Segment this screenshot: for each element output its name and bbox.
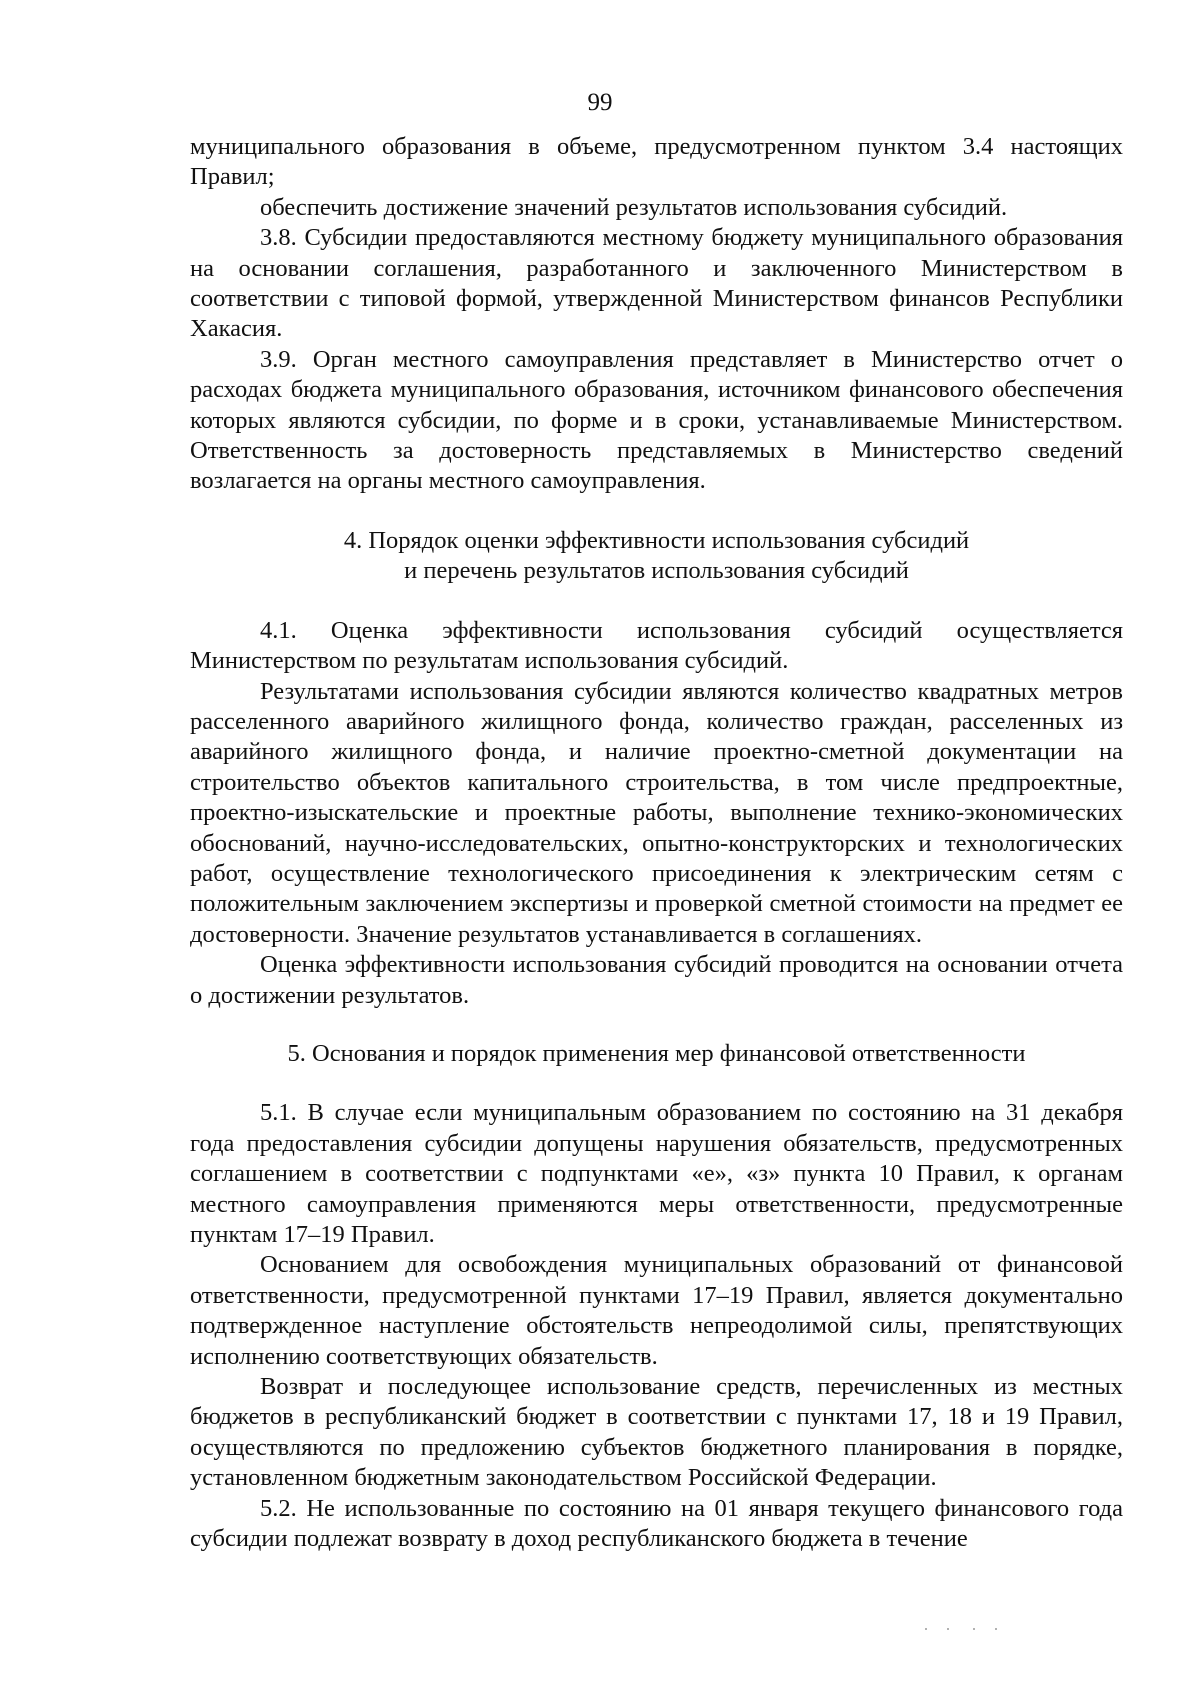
paragraph-4-1: 4.1. Оценка эффективности использования субсидий осуществляется Министерством по результатам использования субсидий.	[190, 616, 1123, 675]
paragraph-exemption: Основанием для освобождения муниципальных образований от финансовой ответственности, предусмотренной пунктами 17–19 Правил, является документально подтвержденное наступление обстоятельств непреодолимой силы, препятствующих исполнению соответствующих обязательств.	[190, 1251, 1123, 1370]
spacer	[190, 1069, 1123, 1098]
speck	[973, 1628, 975, 1630]
section-4-heading-line-2: и перечень результатов использования субсидий	[404, 557, 909, 585]
paragraph-5-1: 5.1. В случае если муниципальным образованием по состоянию на 31 декабря года предоставления субсидии допущены нарушения обязательств, предусмотренных соглашением в соответствии с подпунктами «е», «з» пункта 10 Правил, к органам местного самоуправления применяются меры ответственности, предусмотренные пунктам 17–19 Правил.	[190, 1099, 1123, 1248]
spacer	[190, 587, 1123, 616]
paragraph-3-9: 3.9. Орган местного самоуправления представляет в Министерство отчет о расходах бюджета муниципального образования, источником финансового обеспечения которых являются субсидии, по форме и в сроки, устанавливаемые Министерством. Ответственность за достоверность представляемых в Министерство сведений возлагается на органы местного самоуправления.	[190, 345, 1123, 495]
spacer	[190, 497, 1123, 526]
paragraph-results: Результатами использования субсидии являются количество квадратных метров расселенного аварийного жилищного фонда, количество граждан, расселенных из аварийного жилищного фонда, и наличие проектно-сметной документации на строительство объектов капитального строительства, в том числе предпроектные, проектно-изыскательские и проектные работы, выполнение технико-экономических обоснований, научно-исследовательских, опытно-конструкторских и технологических работ, осуществление технологического присоединения к электрическим сетям с положительным заключением экспертизы и проверкой сметной стоимости на предмет ее достоверности. Значение результатов устанавливается в соглашениях.	[190, 677, 1123, 948]
paragraph-refund: Возврат и последующее использование средств, перечисленных из местных бюджетов в республиканский бюджет в соответствии с пунктами 17, 18 и 19 Правил, осуществляются по предложению субъектов бюджетного планирования в порядке, установленном бюджетным законодательством Российской Федерации.	[190, 1373, 1123, 1492]
paragraph-continuation: муниципального образования в объеме, предусмотренном пунктом 3.4 настоящих Правил;	[190, 133, 1123, 191]
speck	[925, 1628, 927, 1630]
spacer	[190, 1011, 1123, 1039]
speck	[995, 1628, 997, 1630]
page-number: 99	[587, 89, 613, 116]
scan-specks	[925, 1628, 1005, 1632]
paragraph: обеспечить достижение значений результатов использования субсидий.	[260, 193, 1008, 221]
document-body	[190, 132, 1123, 1554]
paragraph-evaluation: Оценка эффективности использования субсидий проводится на основании отчета о достижении результатов.	[190, 951, 1123, 1009]
paragraph-5-2: 5.2. Не использованные по состоянию на 01 января текущего финансового года субсидии подлежат возврату в доход республиканского бюджета в течение	[190, 1494, 1123, 1553]
speck	[947, 1628, 949, 1630]
paragraph-3-8: 3.8. Субсидии предоставляются местному бюджету муниципального образования на основании соглашения, разработанного и заключенного Министерством в соответствии с типовой формой, утвержденной Министерством финансов Республики Хакасия.	[190, 224, 1123, 343]
section-4-heading-line-1: 4. Порядок оценки эффективности использования субсидий	[343, 526, 970, 554]
section-5-heading: 5. Основания и порядок применения мер финансовой ответственности	[287, 1039, 1026, 1067]
